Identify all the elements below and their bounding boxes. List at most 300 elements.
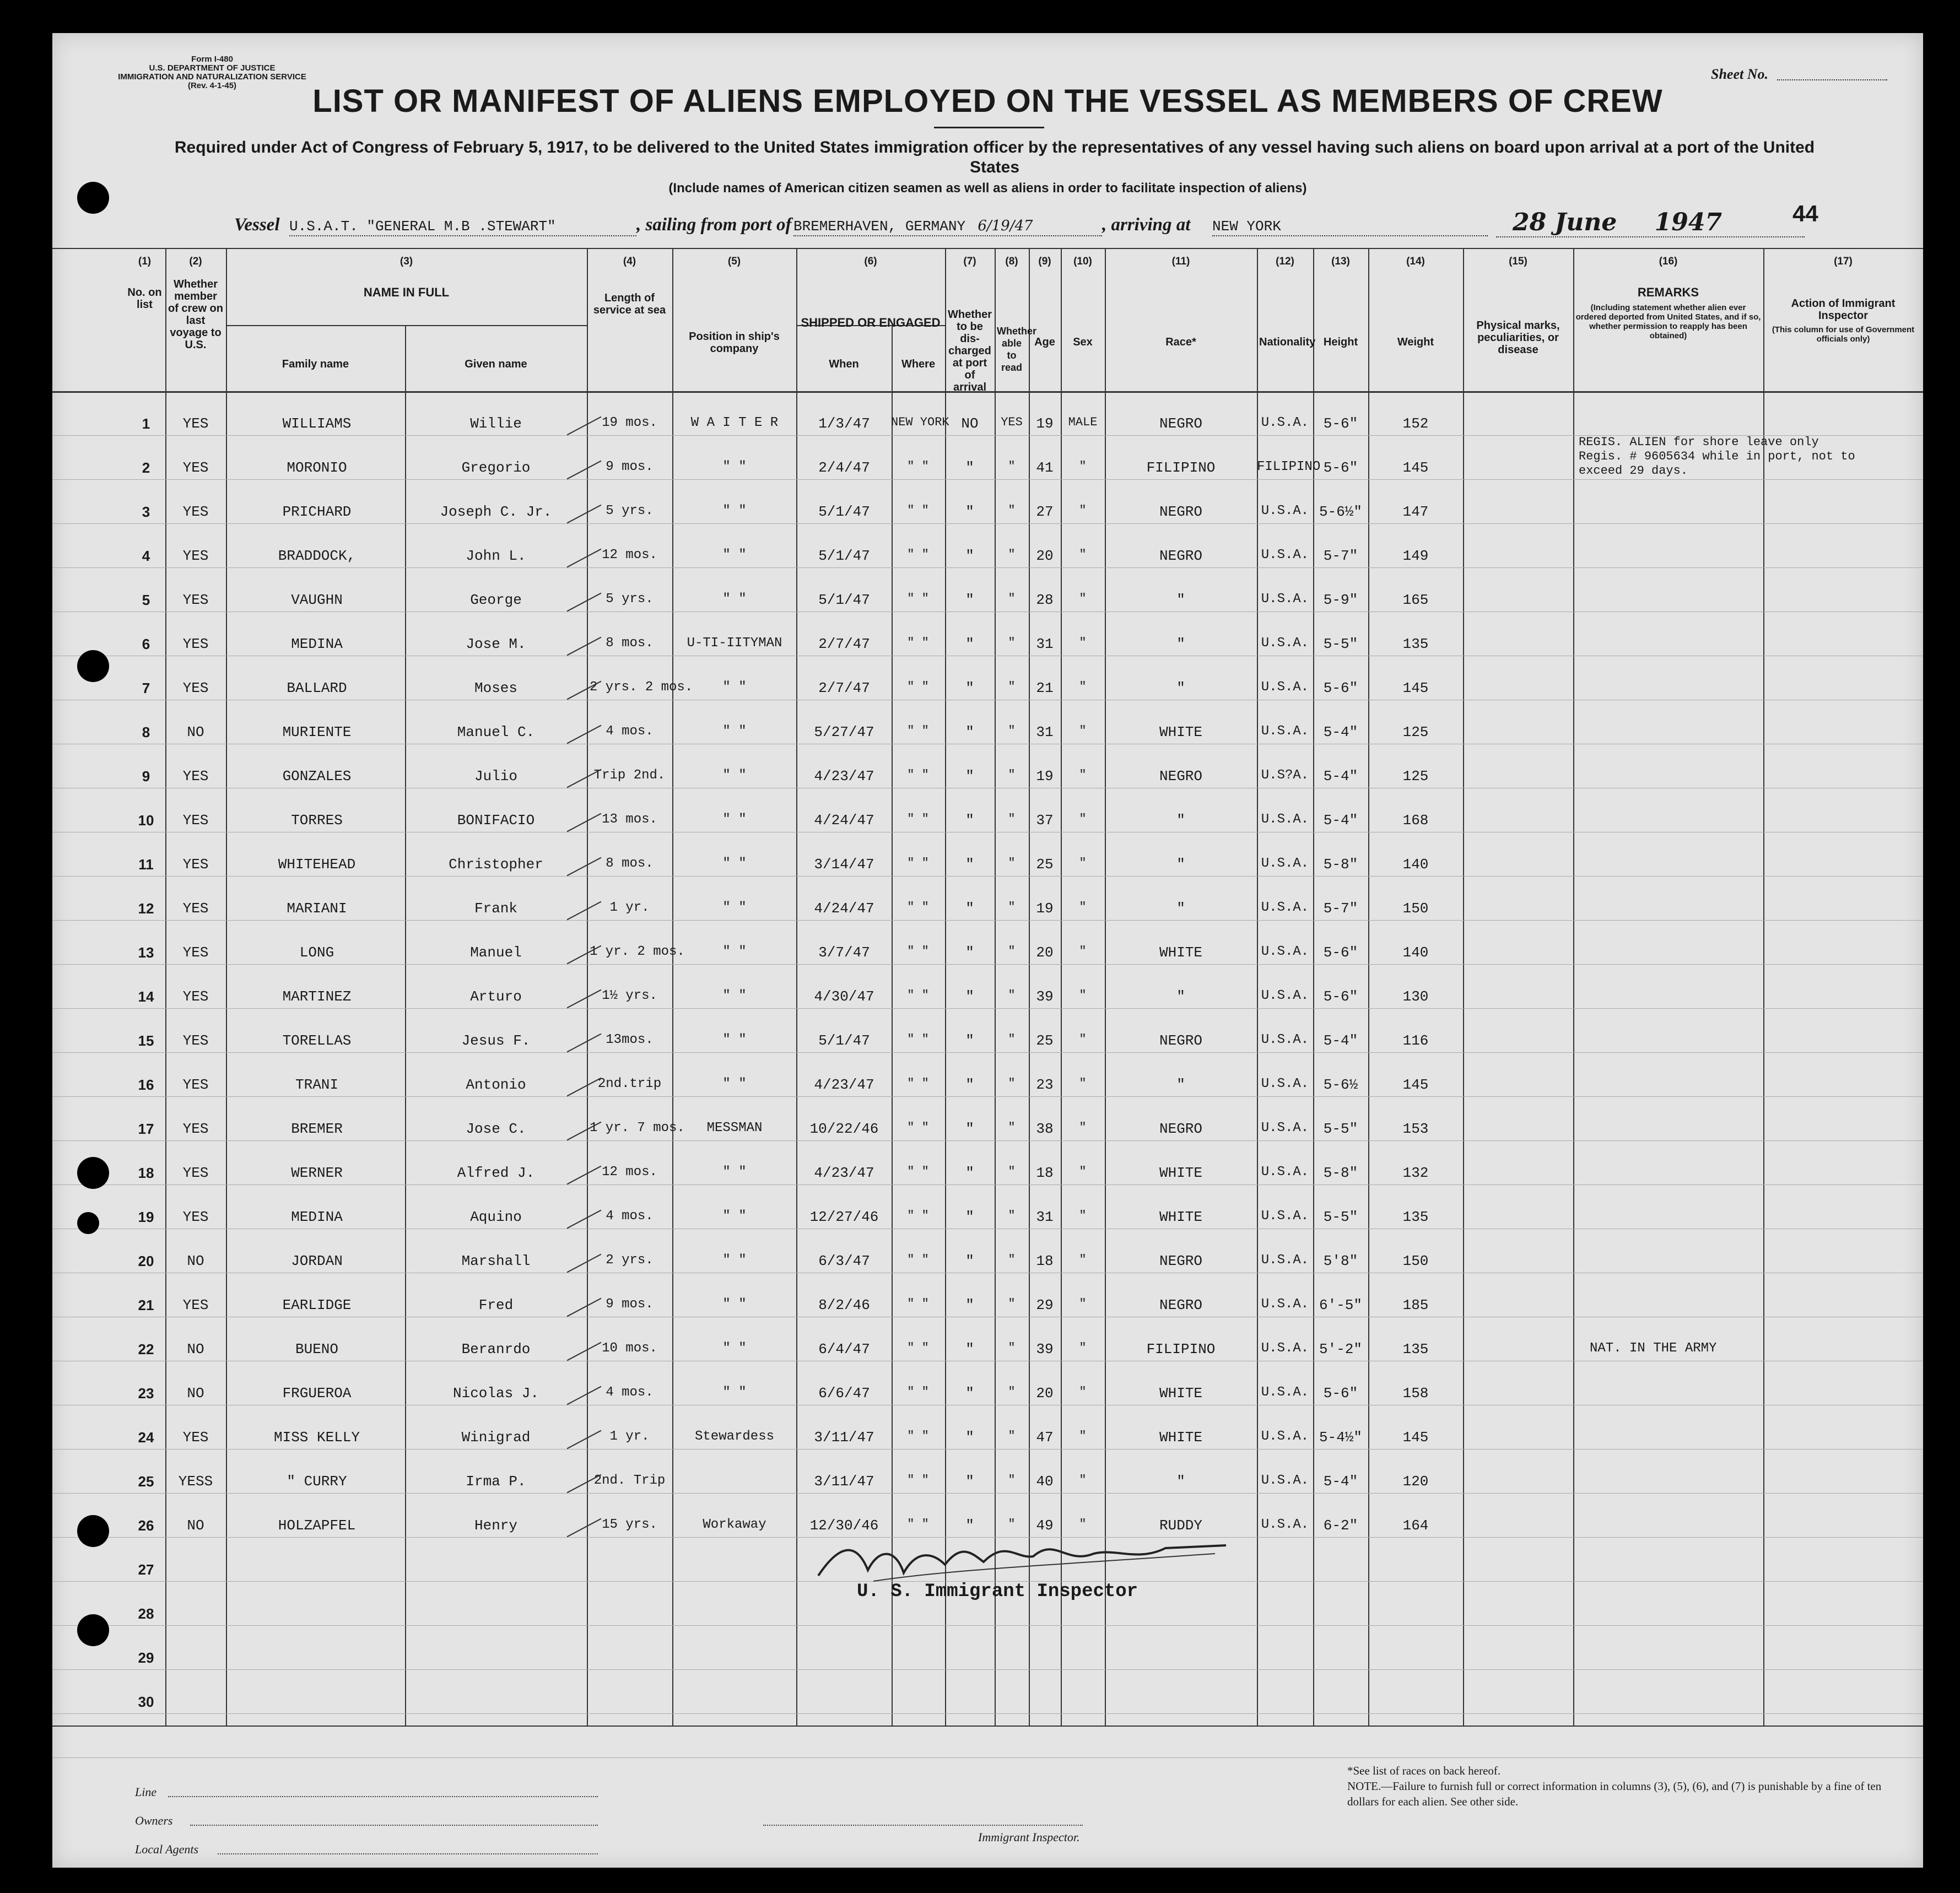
crew-last-voyage: NO bbox=[187, 1517, 204, 1534]
shipped-where: " " bbox=[907, 1429, 929, 1443]
row-number: 2 bbox=[142, 459, 150, 476]
page-number: 44 bbox=[1792, 201, 1818, 226]
able-read: " bbox=[1008, 592, 1016, 605]
column-rule bbox=[405, 325, 406, 1726]
row-number: 20 bbox=[138, 1253, 154, 1269]
nationality: U.S.A. bbox=[1261, 900, 1309, 915]
vessel-name-field bbox=[289, 215, 636, 236]
sex: " bbox=[1079, 1473, 1087, 1487]
position: " " bbox=[722, 724, 747, 739]
able-read: " bbox=[1008, 459, 1016, 473]
column-number: (16) bbox=[1659, 256, 1678, 267]
nationality: U.S.A. bbox=[1261, 812, 1309, 827]
shipped-when: 12/30/46 bbox=[809, 1517, 879, 1534]
row-number: 26 bbox=[138, 1517, 154, 1534]
crew-last-voyage: YES bbox=[182, 1032, 209, 1049]
title-rule bbox=[934, 127, 1044, 128]
sex: " bbox=[1079, 1253, 1087, 1267]
arrival-year: 1947 bbox=[1654, 208, 1723, 236]
height: 5-4" bbox=[1323, 812, 1358, 829]
weight: 152 bbox=[1402, 415, 1429, 432]
able-read: " bbox=[1008, 1032, 1016, 1046]
row-number: 5 bbox=[142, 592, 150, 608]
age: 27 bbox=[1036, 504, 1054, 520]
age: 31 bbox=[1036, 1209, 1054, 1225]
able-read: " bbox=[1008, 1253, 1016, 1267]
given-name: Jose C. bbox=[466, 1121, 526, 1137]
column-rule bbox=[1463, 248, 1464, 1726]
weight: 140 bbox=[1402, 944, 1429, 961]
shipped-where: " " bbox=[907, 1077, 929, 1090]
row-number: 9 bbox=[142, 768, 150, 785]
position: U-TI-IITYMAN bbox=[687, 636, 782, 651]
crew-last-voyage: YES bbox=[182, 768, 209, 785]
height: 5-4" bbox=[1323, 1032, 1358, 1049]
family-name: TRANI bbox=[295, 1077, 338, 1093]
row-rule bbox=[52, 876, 1923, 877]
shipped-when: 4/23/47 bbox=[814, 768, 874, 785]
sex: " bbox=[1079, 1165, 1087, 1178]
sex: MALE bbox=[1068, 415, 1098, 429]
crew-last-voyage: YES bbox=[182, 1121, 209, 1137]
given-name: Beranrdo bbox=[461, 1341, 531, 1357]
position: " " bbox=[722, 944, 747, 959]
shipped-when: 6/6/47 bbox=[818, 1385, 870, 1402]
shipped-where: " " bbox=[907, 944, 929, 958]
age: 39 bbox=[1036, 1341, 1054, 1357]
age: 40 bbox=[1036, 1473, 1054, 1490]
height: 6-2" bbox=[1323, 1517, 1358, 1534]
column-number: (8) bbox=[1005, 256, 1018, 267]
column-number: (13) bbox=[1331, 256, 1350, 267]
height: 5-6½" bbox=[1319, 504, 1362, 520]
family-name: BUENO bbox=[295, 1341, 338, 1357]
weight: 153 bbox=[1402, 1121, 1429, 1137]
given-name: George bbox=[470, 592, 522, 608]
shipped-when: 4/24/47 bbox=[814, 812, 874, 829]
age: 20 bbox=[1036, 548, 1054, 564]
shipped-when: 3/11/47 bbox=[814, 1429, 874, 1446]
port-to-field bbox=[1212, 215, 1488, 236]
able-read: " bbox=[1008, 812, 1016, 826]
sailing-label: , sailing from port of bbox=[636, 215, 792, 235]
given-name: BONIFACIO bbox=[457, 812, 535, 829]
row-number: 19 bbox=[138, 1209, 154, 1225]
weight: 120 bbox=[1402, 1473, 1429, 1490]
height: 5-4" bbox=[1323, 768, 1358, 785]
shipped-when: 3/7/47 bbox=[818, 944, 870, 961]
row-rule bbox=[52, 920, 1923, 921]
height: 5'8" bbox=[1323, 1253, 1358, 1269]
race: " bbox=[1176, 1077, 1185, 1093]
row-number: 14 bbox=[138, 988, 154, 1005]
weight: 116 bbox=[1402, 1032, 1429, 1049]
family-name: TORRES bbox=[291, 812, 343, 829]
header-height: Height bbox=[1323, 336, 1358, 348]
given-name: Antonio bbox=[466, 1077, 526, 1093]
shipped-when: 5/1/47 bbox=[818, 548, 870, 564]
height: 5-6" bbox=[1323, 415, 1358, 432]
header-age: Age bbox=[1034, 336, 1055, 348]
able-read: " bbox=[1008, 1077, 1016, 1090]
given-name: Gregorio bbox=[461, 459, 531, 476]
shipped-where: " " bbox=[907, 1341, 929, 1355]
crew-last-voyage: YESS bbox=[178, 1473, 213, 1490]
binder-hole bbox=[77, 1157, 109, 1189]
race: FILIPINO bbox=[1146, 459, 1216, 476]
sex: " bbox=[1079, 459, 1087, 473]
discharged: " bbox=[965, 1385, 974, 1402]
discharged: " bbox=[965, 812, 974, 829]
nationality: U.S.A. bbox=[1261, 636, 1309, 651]
height: 5-4½" bbox=[1319, 1429, 1362, 1446]
family-name: HOLZAPFEL bbox=[278, 1517, 356, 1534]
crew-last-voyage: YES bbox=[182, 504, 209, 520]
length-service: 1 yr. 7 mos. bbox=[590, 1121, 685, 1135]
row-rule bbox=[52, 1140, 1923, 1141]
crew-last-voyage: YES bbox=[182, 1165, 209, 1181]
nationality: FILIPINO bbox=[1257, 459, 1321, 474]
height: 5-6" bbox=[1323, 459, 1358, 476]
row-rule bbox=[52, 1493, 1923, 1494]
column-number: (10) bbox=[1073, 256, 1092, 267]
header-remarks-sub: (Including statement whether alien ever ordered deported from United States, and if so, whether permission to reapply has been obtained) bbox=[1575, 303, 1761, 340]
family-name: MARTINEZ bbox=[282, 988, 352, 1005]
able-read: " bbox=[1008, 1121, 1016, 1134]
footer-line-label: Line bbox=[135, 1785, 157, 1799]
height: 5-6" bbox=[1323, 988, 1358, 1005]
position: " " bbox=[722, 1209, 747, 1224]
header-race: Race* bbox=[1165, 336, 1196, 348]
given-name: Winigrad bbox=[461, 1429, 531, 1446]
binder-hole bbox=[77, 1614, 109, 1646]
family-name: WHITEHEAD bbox=[278, 856, 356, 873]
crew-last-voyage: YES bbox=[182, 856, 209, 873]
row-rule bbox=[52, 1669, 1923, 1670]
family-name: BALLARD bbox=[287, 680, 347, 696]
header-able-read: Whether able to read bbox=[997, 326, 1036, 373]
name-subheader-rule bbox=[226, 325, 587, 326]
subtitle: Required under Act of Congress of February 5, 1917, to be delivered to the United States immigration officer by the representatives of any vessel having such aliens on board upon arrival at a port of the United States bbox=[174, 138, 1815, 176]
nationality: U.S.A. bbox=[1261, 1209, 1309, 1224]
sex: " bbox=[1079, 504, 1087, 517]
height: 5-7" bbox=[1323, 548, 1358, 564]
inspector-stamp: U. S. Immigrant Inspector bbox=[857, 1581, 1138, 1602]
weight: 168 bbox=[1402, 812, 1429, 829]
family-name: BREMER bbox=[291, 1121, 343, 1137]
age: 18 bbox=[1036, 1165, 1054, 1181]
footer-line-field bbox=[168, 1796, 598, 1797]
position: " " bbox=[722, 1385, 747, 1400]
age: 19 bbox=[1036, 415, 1054, 432]
family-name: MARIANI bbox=[287, 900, 347, 917]
column-number: (1) bbox=[138, 256, 152, 267]
nationality: U.S.A. bbox=[1261, 1032, 1309, 1047]
race: " bbox=[1176, 988, 1185, 1005]
shipped-where: " " bbox=[907, 680, 929, 694]
age: 31 bbox=[1036, 636, 1054, 652]
weight: 165 bbox=[1402, 592, 1429, 608]
family-name: MISS KELLY bbox=[273, 1429, 360, 1446]
able-read: " bbox=[1008, 1517, 1016, 1531]
weight: 130 bbox=[1402, 988, 1429, 1005]
sheet-no-line bbox=[1777, 79, 1887, 80]
age: 21 bbox=[1036, 680, 1054, 696]
able-read: " bbox=[1008, 900, 1016, 914]
able-read: " bbox=[1008, 856, 1016, 870]
shipped-when: 8/2/46 bbox=[818, 1297, 870, 1313]
age: 19 bbox=[1036, 768, 1054, 785]
row-number: 3 bbox=[142, 504, 150, 520]
sex: " bbox=[1079, 680, 1087, 694]
length-service: 1½ yrs. bbox=[602, 988, 657, 1003]
able-read: " bbox=[1008, 944, 1016, 958]
height: 5-7" bbox=[1323, 900, 1358, 917]
shipped-when: 6/4/47 bbox=[818, 1341, 870, 1357]
length-service: 1 yr. bbox=[609, 1429, 650, 1444]
length-service: 2nd. Trip bbox=[593, 1473, 666, 1488]
race: NEGRO bbox=[1159, 1297, 1202, 1313]
shipped-when: 4/30/47 bbox=[814, 988, 874, 1005]
discharged: " bbox=[965, 1032, 974, 1049]
shipped-when: 4/23/47 bbox=[814, 1077, 874, 1093]
weight: 135 bbox=[1402, 636, 1429, 652]
age: 28 bbox=[1036, 592, 1054, 608]
discharged: " bbox=[965, 1209, 974, 1225]
position: " " bbox=[722, 1032, 747, 1047]
crew-last-voyage: YES bbox=[182, 680, 209, 696]
binder-hole bbox=[77, 650, 109, 682]
height: 5-5" bbox=[1323, 636, 1358, 652]
row-rule bbox=[52, 1052, 1923, 1053]
age: 47 bbox=[1036, 1429, 1054, 1446]
discharged: NO bbox=[961, 415, 979, 432]
position: " " bbox=[722, 856, 747, 871]
column-rule bbox=[226, 248, 227, 1726]
crew-last-voyage: NO bbox=[187, 1385, 204, 1402]
shipped-where: " " bbox=[907, 1385, 929, 1399]
length-service: 12 mos. bbox=[602, 548, 657, 563]
discharged: " bbox=[965, 592, 974, 608]
crew-last-voyage: YES bbox=[182, 592, 209, 608]
row-number: 15 bbox=[138, 1032, 154, 1049]
position: Workaway bbox=[703, 1517, 766, 1532]
nationality: U.S.A. bbox=[1261, 1297, 1309, 1312]
given-name: Jesus F. bbox=[461, 1032, 531, 1049]
binder-hole bbox=[77, 1515, 109, 1547]
discharged: " bbox=[965, 1253, 974, 1269]
shipped-where: " " bbox=[907, 592, 929, 605]
length-service: 5 yrs. bbox=[606, 592, 654, 607]
race: " bbox=[1176, 900, 1185, 917]
nationality: U.S.A. bbox=[1261, 1517, 1309, 1532]
sex: " bbox=[1079, 592, 1087, 605]
nationality: U.S.A. bbox=[1261, 680, 1309, 695]
shipped-where: " " bbox=[907, 856, 929, 870]
header-family-name: Family name bbox=[282, 358, 349, 370]
sex: " bbox=[1079, 1077, 1087, 1090]
crew-last-voyage: YES bbox=[182, 415, 209, 432]
column-rule bbox=[587, 248, 588, 1726]
family-name: WERNER bbox=[291, 1165, 343, 1181]
nationality: U.S.A. bbox=[1261, 1341, 1309, 1356]
age: 37 bbox=[1036, 812, 1054, 829]
row-number: 21 bbox=[138, 1297, 154, 1313]
shipped-where: " " bbox=[907, 724, 929, 738]
header-where: Where bbox=[901, 358, 936, 370]
length-service: 1 yr. bbox=[609, 900, 650, 915]
shipped-where: " " bbox=[907, 548, 929, 561]
discharged: " bbox=[965, 1165, 974, 1181]
given-name: Frank bbox=[474, 900, 517, 917]
nationality: U.S.A. bbox=[1261, 1077, 1309, 1091]
page-title: LIST OR MANIFEST OF ALIENS EMPLOYED ON THE VESSEL AS MEMBERS OF CREW bbox=[312, 83, 1663, 119]
column-number: (7) bbox=[963, 256, 976, 267]
able-read: " bbox=[1008, 988, 1016, 1002]
weight: 132 bbox=[1402, 1165, 1429, 1181]
nationality: U.S.A. bbox=[1261, 856, 1309, 871]
shipped-when: 4/23/47 bbox=[814, 1165, 874, 1181]
column-number: (14) bbox=[1406, 256, 1425, 267]
position: " " bbox=[722, 988, 747, 1003]
discharged: " bbox=[965, 636, 974, 652]
height: 6'-5" bbox=[1319, 1297, 1362, 1313]
shipped-when: 4/24/47 bbox=[814, 900, 874, 917]
sex: " bbox=[1079, 636, 1087, 650]
race: RUDDY bbox=[1159, 1517, 1202, 1534]
column-number: (5) bbox=[727, 256, 741, 267]
weight: 150 bbox=[1402, 900, 1429, 917]
shipped-when: 5/27/47 bbox=[814, 724, 874, 740]
row-number: 1 bbox=[142, 415, 150, 432]
race: NEGRO bbox=[1159, 768, 1202, 785]
shipped-where: " " bbox=[907, 988, 929, 1002]
port-from-field bbox=[793, 215, 1102, 236]
form-number: Form I-480 bbox=[191, 55, 233, 64]
length-service: Trip 2nd. bbox=[593, 768, 666, 783]
header-discharged: Whether to be dis-charged at port of arrival bbox=[948, 309, 992, 393]
row-number: 16 bbox=[138, 1077, 154, 1093]
remarks-row-2-line: exceed 29 days. bbox=[1579, 464, 1688, 478]
race: WHITE bbox=[1159, 724, 1202, 740]
position: " " bbox=[722, 1165, 747, 1180]
row-number: 4 bbox=[142, 548, 150, 564]
race: NEGRO bbox=[1159, 1032, 1202, 1049]
header-top-rule bbox=[52, 248, 1923, 249]
column-number: (3) bbox=[399, 256, 413, 267]
row-rule bbox=[52, 479, 1923, 480]
sex: " bbox=[1079, 900, 1087, 914]
nationality: U.S.A. bbox=[1261, 944, 1309, 959]
shipped-where: " " bbox=[907, 1253, 929, 1267]
header-action-sub: (This column for use of Government officials only) bbox=[1772, 325, 1915, 344]
shipped-where: " " bbox=[907, 900, 929, 914]
able-read: " bbox=[1008, 1341, 1016, 1355]
row-number: 13 bbox=[138, 944, 154, 961]
race: FILIPINO bbox=[1146, 1341, 1216, 1357]
crew-last-voyage: YES bbox=[182, 636, 209, 652]
crew-last-voyage: YES bbox=[182, 1077, 209, 1093]
crew-last-voyage: NO bbox=[187, 1253, 204, 1269]
discharged: " bbox=[965, 1297, 974, 1313]
shipped-where: " " bbox=[907, 1209, 929, 1223]
row-rule bbox=[52, 1625, 1923, 1626]
row-number: 12 bbox=[138, 900, 154, 917]
race: NEGRO bbox=[1159, 548, 1202, 564]
family-name: TORELLAS bbox=[282, 1032, 352, 1049]
family-name: MEDINA bbox=[291, 636, 343, 652]
manifest-sheet bbox=[52, 33, 1923, 1868]
footer-agents-field bbox=[218, 1853, 598, 1854]
given-name: Fred bbox=[478, 1297, 514, 1313]
weight: 149 bbox=[1402, 548, 1429, 564]
remarks-row-22: NAT. IN THE ARMY bbox=[1590, 1341, 1717, 1356]
shipped-when: 1/3/47 bbox=[818, 415, 870, 432]
age: 19 bbox=[1036, 900, 1054, 917]
row-number: 24 bbox=[138, 1429, 154, 1446]
arrival-day: 28 June bbox=[1513, 208, 1617, 236]
length-service: 5 yrs. bbox=[606, 504, 654, 518]
sex: " bbox=[1079, 1517, 1087, 1531]
race: " bbox=[1176, 636, 1185, 652]
sex: " bbox=[1079, 724, 1087, 738]
weight: 164 bbox=[1402, 1517, 1429, 1534]
discharged: " bbox=[965, 988, 974, 1005]
shipped-where: NEW YORK bbox=[891, 415, 949, 429]
binder-hole bbox=[77, 182, 109, 214]
nationality: U.S.A. bbox=[1261, 1165, 1309, 1180]
shipped-when: 12/27/46 bbox=[809, 1209, 879, 1225]
length-service: 1 yr. 2 mos. bbox=[590, 944, 685, 959]
sex: " bbox=[1079, 548, 1087, 561]
family-name: LONG bbox=[299, 944, 334, 961]
shipped-when: 10/22/46 bbox=[809, 1121, 879, 1137]
discharged: " bbox=[965, 944, 974, 961]
given-name: Christopher bbox=[449, 856, 543, 873]
position: " " bbox=[722, 1077, 747, 1091]
race: " bbox=[1176, 812, 1185, 829]
column-rule bbox=[892, 325, 893, 1726]
able-read: " bbox=[1008, 1385, 1016, 1399]
sex: " bbox=[1079, 1032, 1087, 1046]
age: 41 bbox=[1036, 459, 1054, 476]
given-name: Manuel bbox=[470, 944, 522, 961]
given-name: Julio bbox=[474, 768, 517, 785]
race: " bbox=[1176, 1473, 1185, 1490]
height: 5-6" bbox=[1323, 1385, 1358, 1402]
age: 38 bbox=[1036, 1121, 1054, 1137]
age: 25 bbox=[1036, 1032, 1054, 1049]
height: 5-6½ bbox=[1323, 1077, 1358, 1093]
length-service: 4 mos. bbox=[606, 724, 654, 739]
discharged: " bbox=[965, 504, 974, 520]
row-rule bbox=[52, 1008, 1923, 1009]
able-read: " bbox=[1008, 1473, 1016, 1487]
sex: " bbox=[1079, 944, 1087, 958]
weight: 135 bbox=[1402, 1341, 1429, 1357]
length-service: 4 mos. bbox=[606, 1209, 654, 1224]
given-name: John L. bbox=[466, 548, 526, 564]
weight: 125 bbox=[1402, 724, 1429, 740]
header-name-in-full: NAME IN FULL bbox=[363, 285, 450, 299]
remarks-row-2-line: REGIS. ALIEN for shore leave only bbox=[1579, 435, 1819, 449]
nationality: U.S.A. bbox=[1261, 548, 1309, 563]
family-name: MURIENTE bbox=[282, 724, 352, 740]
nationality: U.S.A. bbox=[1261, 1385, 1309, 1400]
arriving-label: , arriving at bbox=[1102, 215, 1191, 235]
discharged: " bbox=[965, 1517, 974, 1534]
position: " " bbox=[722, 768, 747, 783]
